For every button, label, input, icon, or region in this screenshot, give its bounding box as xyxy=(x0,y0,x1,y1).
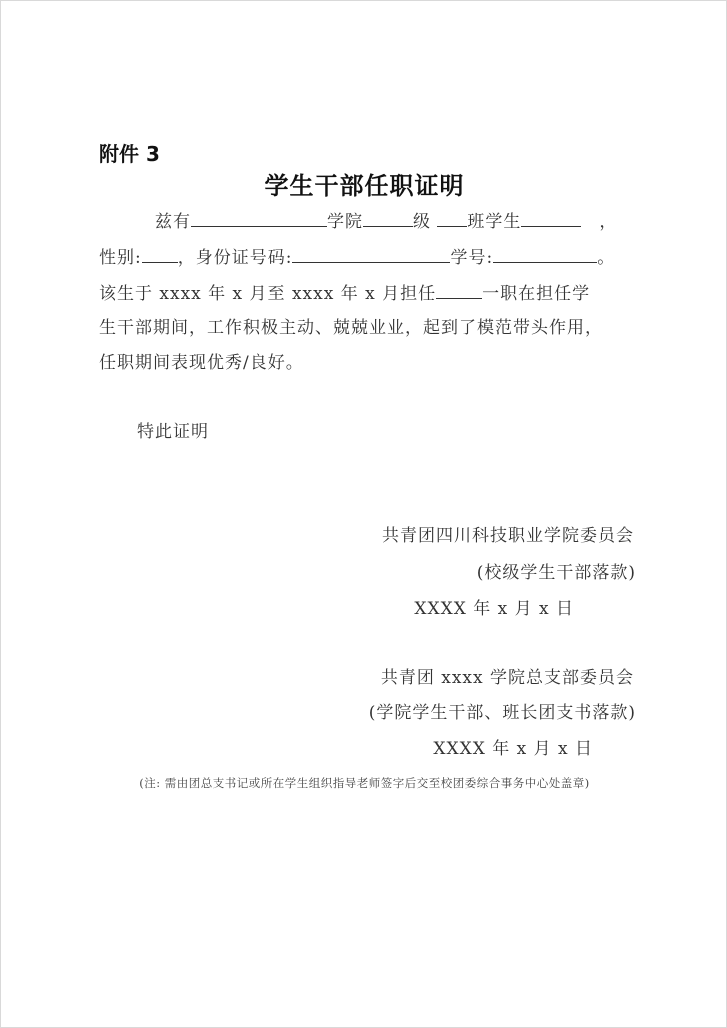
class-blank[interactable] xyxy=(521,208,581,227)
text-gender: 性别: xyxy=(99,248,142,268)
position-blank[interactable] xyxy=(436,280,482,299)
footnote: (注: 需由团总支书记或所在学生组织指导老师签字后交至校团委综合事务中心处盖章) xyxy=(139,776,590,790)
text-college: 学院 xyxy=(327,212,363,232)
closing-text: 特此证明 xyxy=(137,422,209,442)
text-position-suffix: 一职在担任学 xyxy=(482,284,591,304)
gender-blank[interactable] xyxy=(142,244,178,263)
grade-blank[interactable] xyxy=(437,208,467,227)
id-number-blank[interactable] xyxy=(292,244,450,263)
body-line-5: 任职期间表现优秀/良好。 xyxy=(99,353,304,373)
text-term: 该生于 xxxx 年 x 月至 xxxx 年 x 月担任 xyxy=(99,284,437,304)
signature-sub-2: (学院学生干部、班长团支书落款) xyxy=(368,703,636,723)
signature-sub-1: (校级学生干部落款) xyxy=(476,563,636,583)
text-zi-you: 兹有 xyxy=(155,212,191,232)
body-line-3 xyxy=(99,280,639,306)
body-line-2 xyxy=(99,244,639,270)
signature-date-2: XXXX 年 x 月 x 日 xyxy=(433,739,593,759)
body-line-4: 生干部期间，工作积极主动、兢兢业业，起到了模范带头作用， xyxy=(99,318,603,338)
text-student-number: 学号: xyxy=(450,248,494,268)
name-blank[interactable] xyxy=(191,208,327,227)
text-class-student: 班学生 xyxy=(467,212,522,232)
text-grade: 级 xyxy=(413,212,431,232)
body-line-1 xyxy=(99,208,639,234)
annex-label: 附件 3 xyxy=(99,142,160,166)
comma: ， xyxy=(599,212,618,232)
signature-org-1: 共青团四川科技职业学院委员会 xyxy=(382,526,634,546)
period: 。 xyxy=(597,248,616,268)
text-id-number: ，身份证号码: xyxy=(177,248,293,268)
signature-date-1: XXXX 年 x 月 x 日 xyxy=(414,599,574,619)
college-blank[interactable] xyxy=(363,208,413,227)
student-number-blank[interactable] xyxy=(493,244,597,263)
signature-org-2: 共青团 xxxx 学院总支部委员会 xyxy=(380,668,634,688)
document-title: 学生干部任职证明 xyxy=(264,172,465,200)
